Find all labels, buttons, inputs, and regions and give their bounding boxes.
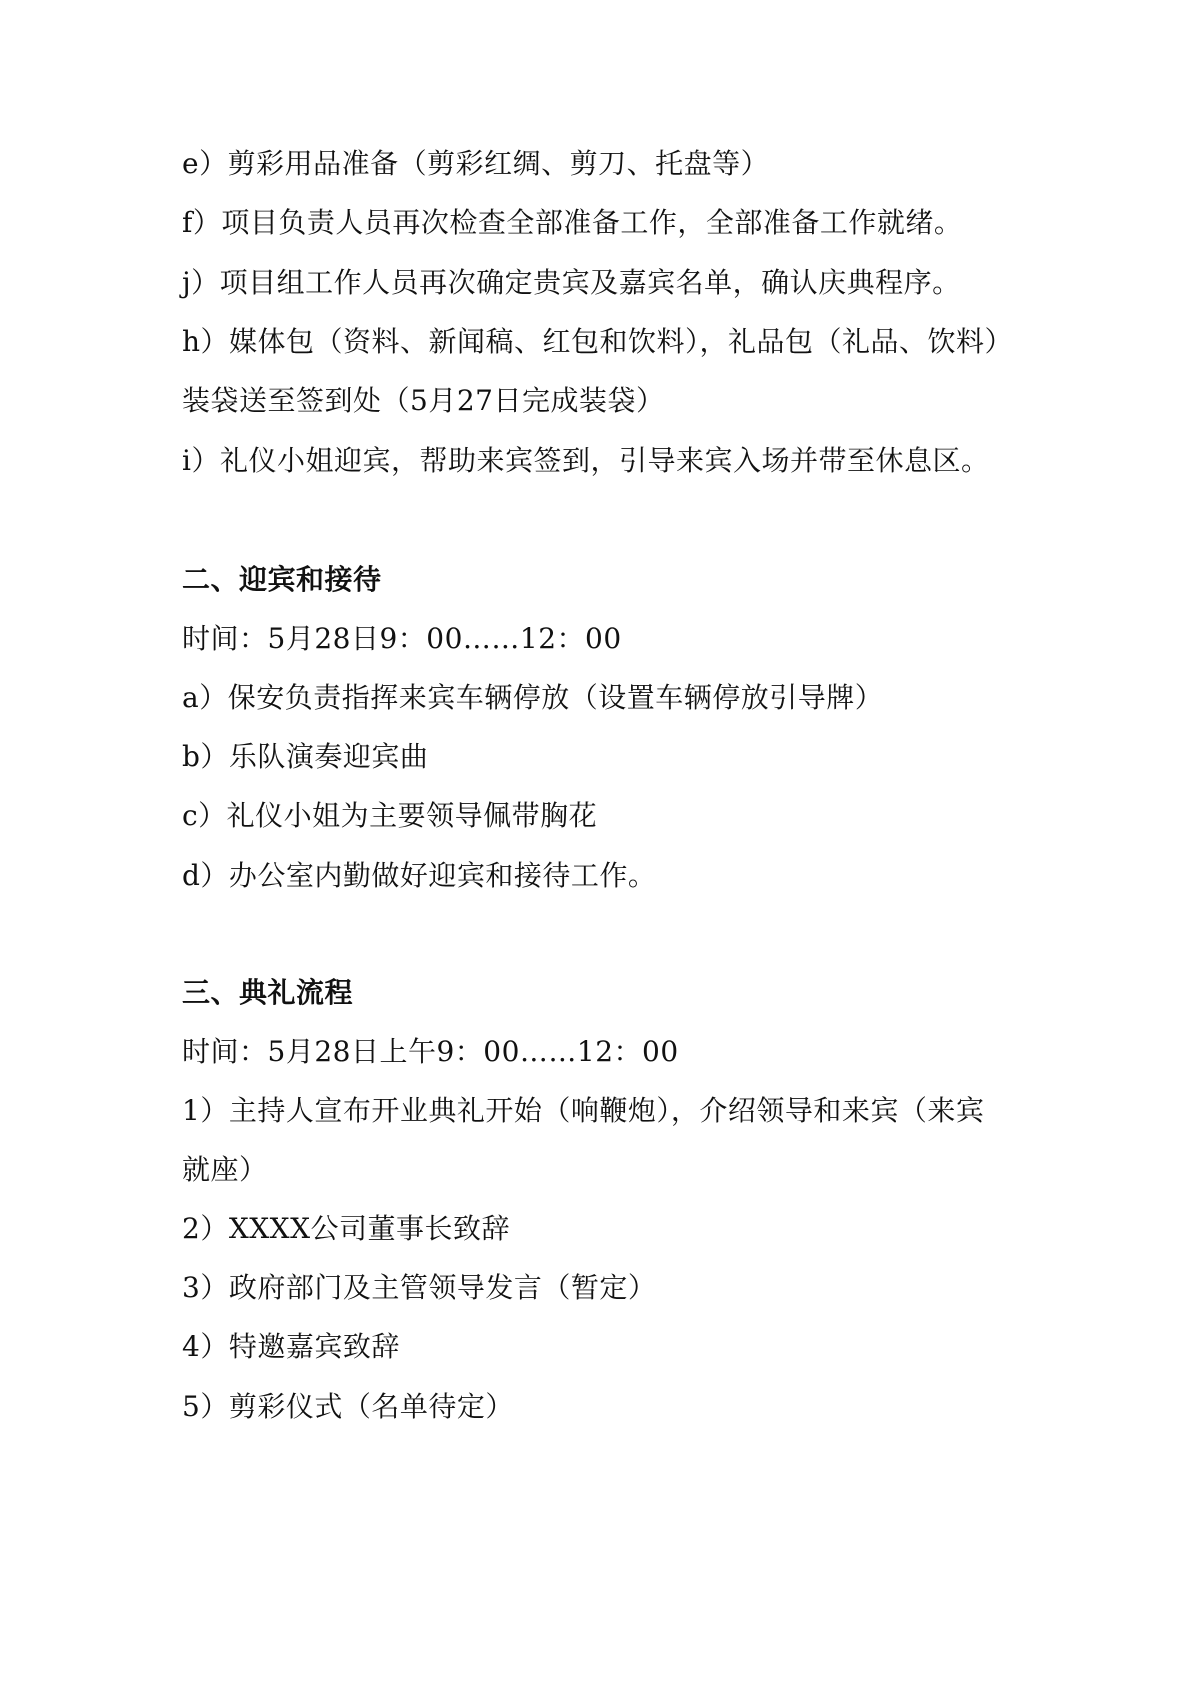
step-1-continued: 就座）	[182, 1153, 268, 1186]
item-d: d）办公室内勤做好迎宾和接待工作。	[182, 859, 657, 892]
item-b: b）乐队演奏迎宾曲	[182, 740, 429, 773]
item-i: i）礼仪小姐迎宾，帮助来宾签到，引导来宾入场并带至休息区。	[182, 444, 990, 477]
step-2: 2）XXXX公司董事长致辞	[182, 1212, 511, 1245]
item-h-continued: 装袋送至签到处（5月27日完成装袋）	[182, 384, 665, 417]
section-heading-ceremony: 三、典礼流程	[182, 976, 354, 1009]
item-f: f）项目负责人员再次检查全部准备工作，全部准备工作就绪。	[182, 206, 963, 239]
section-time-reception: 时间：5月28日9：00……12：00	[182, 622, 622, 655]
item-c: c）礼仪小姐为主要领导佩带胸花	[182, 799, 598, 832]
item-e: e）剪彩用品准备（剪彩红绸、剪刀、托盘等）	[182, 147, 770, 180]
step-3: 3）政府部门及主管领导发言（暂定）	[182, 1271, 657, 1304]
item-h: h）媒体包（资料、新闻稿、红包和饮料），礼品包（礼品、饮料）	[182, 325, 1014, 358]
step-1: 1）主持人宣布开业典礼开始（响鞭炮），介绍领导和来宾（来宾	[182, 1094, 985, 1127]
item-j: j）项目组工作人员再次确定贵宾及嘉宾名单，确认庆典程序。	[182, 266, 961, 299]
item-a: a）保安负责指挥来宾车辆停放（设置车辆停放引导牌）	[182, 681, 884, 714]
section-heading-reception: 二、迎宾和接待	[182, 563, 382, 596]
step-5: 5）剪彩仪式（名单待定）	[182, 1390, 514, 1423]
section-time-ceremony: 时间：5月28日上午9：00……12：00	[182, 1035, 679, 1068]
step-4: 4）特邀嘉宾致辞	[182, 1330, 400, 1363]
